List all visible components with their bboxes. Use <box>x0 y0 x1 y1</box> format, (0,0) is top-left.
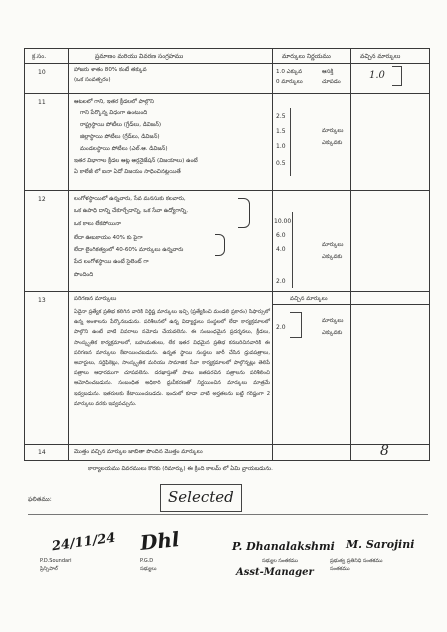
result-label: ఫలితము: <box>28 496 52 503</box>
result-underline <box>28 514 428 515</box>
row-12-brace-top <box>238 198 250 228</box>
row-12-line-1: లంగోళస్థాయిలో ఉన్నవారు, సేవ మనసుకు కలవారు, <box>74 196 186 202</box>
row-12-mark-4: 2.0 <box>276 278 286 285</box>
row-12-line-2: ఒక ఉపాధి దాన్ని చేకూర్చేదాన్ని, ఒక సేవా ఉద్యోగాన్ని, <box>74 208 189 214</box>
row-13-mark-1: 2.0 <box>276 324 286 331</box>
row-14-sno: 14 <box>38 449 46 456</box>
row-11-sno: 11 <box>38 99 46 106</box>
row-12-line-7: పొందింది <box>74 272 94 278</box>
header-awarded: వచ్చిన మార్కులు <box>360 53 401 60</box>
signature-3-caption: సభ్యుల సంతకము <box>262 558 298 564</box>
row-10-score-bracket <box>392 66 402 86</box>
row-12-mark-1: 10.00 <box>274 218 292 225</box>
signature-3-handwriting: P. Dhanalakshmi <box>232 540 335 553</box>
row-13-subheader-border <box>272 304 429 305</box>
table-bottom-border <box>24 460 429 461</box>
signature-1-role: ప్రిన్సిపాల్ <box>40 566 58 572</box>
row-10-awarded: 1.0 <box>369 70 385 81</box>
row-10-decision-1: ఆసక్తి <box>322 69 334 75</box>
signature-3-role: Asst-Manager <box>236 567 314 578</box>
row-11-line-3: రాష్ట్రస్థాయి పోటీలు (గ్రేడ్‌లు, డివిజన్) <box>80 122 162 128</box>
row-12-decision-2: ఎక్కువకు <box>322 254 343 260</box>
signature-2-handwriting: Dhl <box>138 527 181 555</box>
col-divider-2 <box>272 48 273 461</box>
row-10-line-1: హాజరు శాతం 80% కంటే తక్కువ <box>74 67 147 73</box>
row-11-bottom-border <box>24 190 429 191</box>
col-divider-3 <box>350 48 351 461</box>
row-11-decision-2: ఎక్కువకు <box>322 140 343 146</box>
row-13-sno: 13 <box>38 297 46 304</box>
row-11-line-7: ఏ కాలేజీ లో ఐనా ఏదో విజయం సాధించినట్లయితే <box>74 169 181 175</box>
signature-2-caption: P.G.D <box>140 558 154 564</box>
header-sno: క్ర.సం. <box>32 53 47 60</box>
row-11-line-2: గాని పేర్కొన్న విధంగా ఉంటుంది <box>80 110 148 116</box>
row-10-decision-2: చూపడం <box>322 79 341 85</box>
row-12-mark-3: 4.0 <box>276 246 286 253</box>
row-13-bottom-border <box>24 444 429 445</box>
row-11-line-5: మండలస్థాయి పోటీలు (ఎల్.ఆ. డివిజన్) <box>80 146 168 152</box>
row-13-title: పరిగణన మార్కులు <box>74 296 117 302</box>
row-14-line-1: మొత్తం వచ్చిన మార్కుల జాబితా పొందిన మొత్తం మార్కులు <box>74 449 203 455</box>
signature-4-handwriting: M. Sarojini <box>346 538 415 551</box>
table-top-border <box>24 48 429 49</box>
col-divider-1 <box>68 48 69 461</box>
signature-1-handwriting: 24/11/24 <box>51 530 117 555</box>
row-10-bottom-border <box>24 93 429 94</box>
row-11-mark-4: 0.5 <box>276 160 286 167</box>
row-12-line-6: పేద లంగోళస్థాయి ఉంటే సైలెంట్ గా <box>74 259 149 265</box>
signature-2-role: సభ్యులు <box>140 566 157 572</box>
header-criteria: ప్రమాణం మరియు వివరణ సంగ్రహము <box>95 53 184 60</box>
row-12-line-3: ఒక కాలు లేకపోయినా <box>74 221 121 227</box>
row-14-awarded: 8 <box>380 443 389 459</box>
footnote: కార్యాలయము వివరములు కొరకు (రిమార్కు) ఈ క్రింది కాలమ్ లో ఏమి వ్రాయబడును. <box>88 466 273 472</box>
row-10-sno: 10 <box>38 69 46 76</box>
signature-4-caption: ప్రభుత్వ ప్రతినిధి సంతకము <box>330 558 383 564</box>
result-value: Selected <box>168 488 234 506</box>
table-left-border <box>24 48 25 461</box>
row-11-line-1: ఆటలలో గాని, ఇతర క్రీడలలో పాల్గొని <box>74 99 154 105</box>
header-bottom-border <box>24 63 429 64</box>
row-12-line-5: లేదా లైంగికత్వంలో 40-60% మార్కులు ఉన్నవారు <box>74 247 184 253</box>
row-11-line-4: జిల్లాస్థాయి పోటీలు (గ్రేడ్‌లు, డివిజన్) <box>80 134 160 140</box>
row-12-line-4: లేదా ఊబకాయం 40% కు పైగా <box>74 235 143 241</box>
row-13-decision-1: మార్కులు <box>322 318 344 324</box>
row-11-mark-2: 1.5 <box>276 128 286 135</box>
row-13-marks-bracket <box>290 312 302 338</box>
row-12-sno: 12 <box>38 196 46 203</box>
signature-1-caption: P.D.Soundari <box>40 558 72 564</box>
row-10-marks-2: 0 మార్కులు <box>276 79 303 85</box>
row-11-mark-1: 2.5 <box>276 113 286 120</box>
row-12-bottom-border <box>24 291 429 292</box>
row-13-decision-2: ఎక్కువకు <box>322 330 343 336</box>
row-12-decision-1: మార్కులు <box>322 242 344 248</box>
row-10-marks-1: 1.0 ఎక్కువ <box>276 69 303 75</box>
signature-4-role: సంతకము <box>330 566 350 572</box>
row-12-brace-bottom <box>215 234 225 256</box>
table-right-border <box>429 48 430 461</box>
row-12-mark-2: 6.0 <box>276 232 286 239</box>
row-11-line-6: ఇతర విభాగాల క్రీడల ఆట్ల ఆర్గనైజేషన్ (విజయాలు) ఉంటే <box>74 158 198 164</box>
row-11-marks-rule <box>290 108 291 176</box>
row-12-marks-rule <box>292 212 293 288</box>
header-marks: మార్కులు నిర్ణయము <box>282 53 331 60</box>
row-11-mark-3: 1.0 <box>276 143 286 150</box>
row-10-line-2: (ఒక సంవత్సరం) <box>74 77 111 83</box>
row-13-marks-label: వచ్చిన మార్కులు <box>290 296 328 302</box>
row-11-decision-1: మార్కులు <box>322 128 344 134</box>
row-13-paragraph: ఏదైనా ప్రత్యేక ప్రతిభ కలిగిన వారికి నిర్దిష్ట మార్కులు ఇచ్చి (ప్రత్యేకించి మండలి ప్రకారం) సిఫార్సులో ఉన్న అంశాలను పేర్కొనబడును. పరిశీలనలో ఉన్న విద్యార్థులు సంస్థలలో లేదా కార్యక్రమాలలో పాల్గొని ఉంటే వాటి వివరాలు నమోదు చేయవలెను. ఈ సంబంధమైన ప్రదర్శనలు, క్రీడలు, సాంస్కృతిక కార్యక్రమాలలో, బహుమతులు, లేక ఇతర విధమైన ప్రతిభ కనబరిచినవారికి ఈ పరిగణన మార్కులు కేటాయించబడును. ఉన్నత స్థాయి సంస్థలు జారీ చేసిన ధ్రువపత్రాలు, అవార్డులు, సర్టిఫికెట్లు, సాంస్కృతిక మరియు సామాజిక సేవా కార్యక్రమాలలో పాల్గొన్నట్లు తెలిపే పత్రాలు ఆధారముగా చూపవలెను. దరఖాస్తుతో పాటు జతపరచిన పత్రాలను పరిశీలించి ఆమోదించబడును. సంబంధిత అధికారి ధ్రువీకరణతో నిర్ణయించిన మార్కులు మాత్రమే ఇవ్వబడును. ఇతరులకు కేటాయించబడదు. ఇందులో కూడా వాటి అర్హతలను బట్టి గరిష్టంగా 2 మార్కులు వరకు ఇవ్వవచ్చును. <box>74 309 270 407</box>
